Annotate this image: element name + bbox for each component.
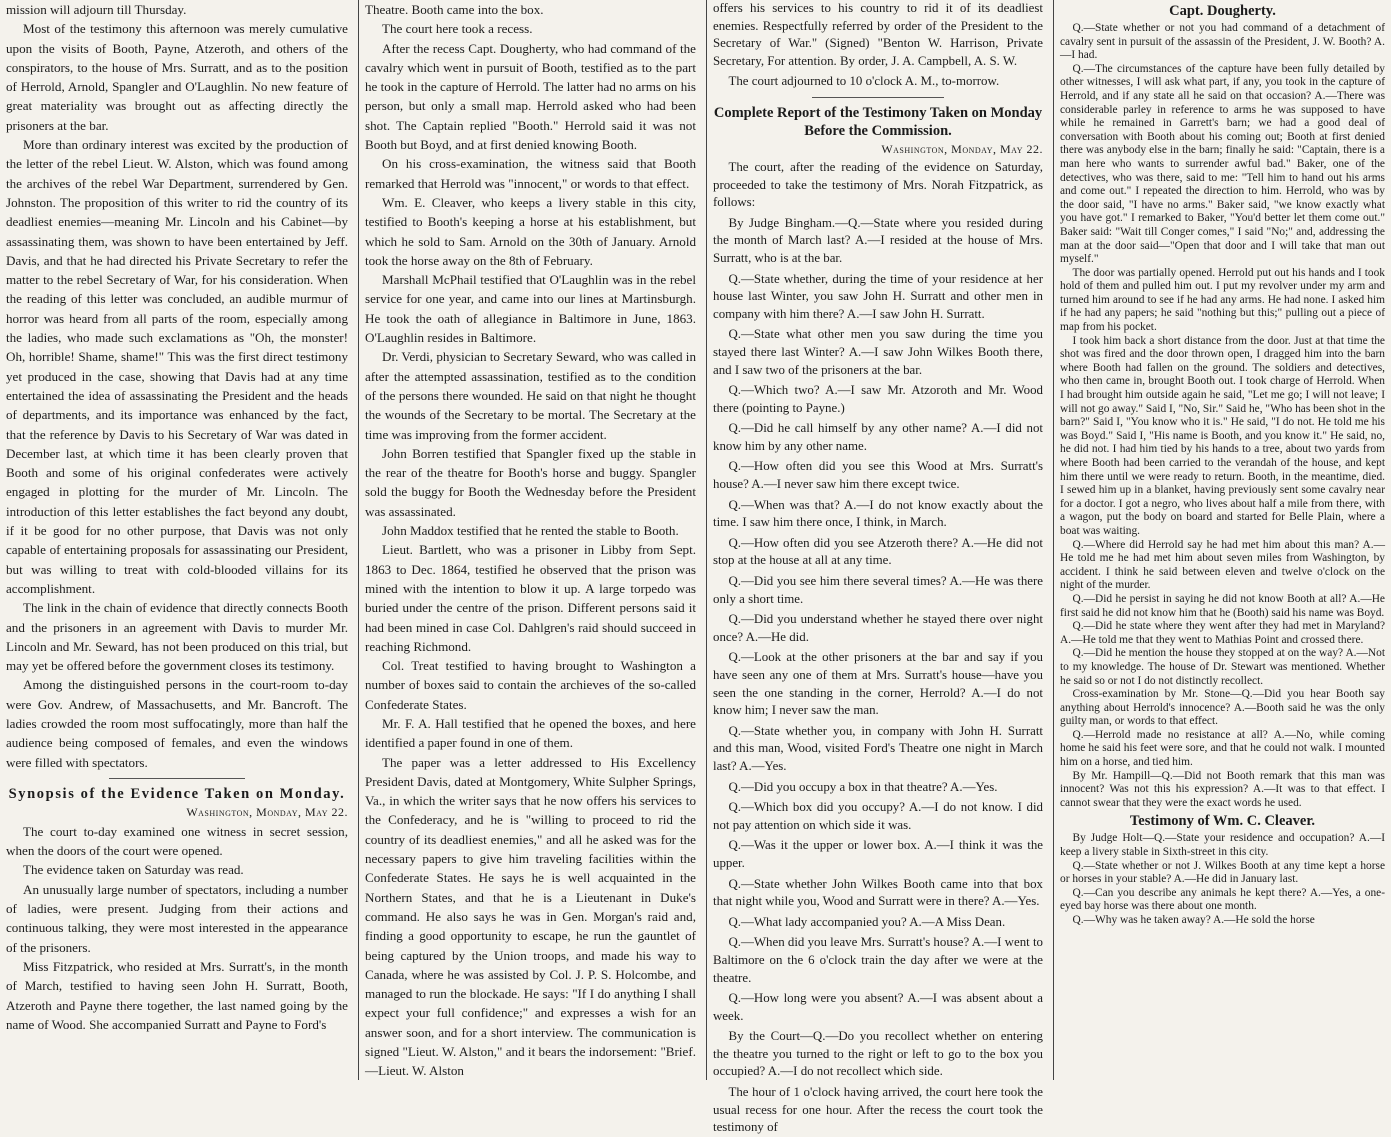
paragraph: offers his services to his country to rid it of its deadliest enemies. Respectfully referred by order of the President to the Secretary of War." (Signed) "Benton W. Harrison, Private Secretary, For attention. By order, J. A. Campbell, A. S. W.: [713, 1, 1043, 68]
cleaver-heading: Testimony of Wm. C. Cleaver.: [1129, 813, 1316, 830]
paragraph: By Mr. Hampill—Q.—Did not Booth remark that this man was innocent? Was not this his expression? A.—It was to that effect. I cannot swear that they were the exact words he used.: [1060, 769, 1385, 809]
synopsis-dateline: Washington, Monday, May 22.: [186, 804, 348, 819]
paragraph: Q.—What lady accompanied you? A.—A Miss Dean.: [728, 914, 1006, 929]
paragraph: Q.—Look at the other prisoners at the bar and say if you have seen any one of them at Mrs. Surratt's house—have you seen the one standing in the corner, Herrold? A.—I do not know him; I never saw the man.: [713, 650, 1043, 718]
paragraph: The court to-day examined one witness in secret session, when the doors of the court were opened.: [6, 823, 348, 859]
paragraph: Q.—Where did Herrold say he had met him about this man? A.—He told me he had met him about seven miles from Washington, by accident. I think he said between eleven and twelve o'clock on the night of the murder.: [1060, 538, 1385, 592]
paragraph: Among the distinguished persons in the court-room to-day were Gov. Andrew, of Massachusetts, and Mr. Bancroft. The ladies crowded the room most suffocatingly, more than half the audience being composed of females, and even the windows were filled with spectators.: [6, 677, 348, 770]
paragraph: Mr. F. A. Hall testified that he opened the boxes, and here identified a paper found in one of them.: [365, 715, 696, 751]
paragraph: Q.—Herrold made no resistance at all? A.—No, while coming home he said his feet were sore, and that he could not walk. I mounted him on a horse, and tied him.: [1060, 728, 1385, 769]
paragraph: Q.—Did he mention the house they stopped at on the way? A.—Not to my knowledge. The house of Dr. Stewart was mentioned. Whether he said so or not I do not distinctly recollect.: [1060, 647, 1385, 687]
paragraph: Q.—Which two? A.—I saw Mr. Atzoroth and Mr. Wood there (pointing to Payne.): [713, 383, 1043, 415]
paragraph: Q.—When did you leave Mrs. Surratt's house? A.—I went to Baltimore on the 6 o'clock train the day after we were at the theatre.: [713, 935, 1043, 985]
paragraph: Q.—Did he call himself by any other name? A.—I did not know him by any other name.: [713, 421, 1043, 453]
paragraph: Q.—Can you describe any animals he kept there? A.—Yes, a one-eyed bay horse was there about one month.: [1060, 886, 1385, 913]
paragraph: Q.—State whether you, in company with John H. Surratt and this man, Wood, visited Ford's Theatre one night in March last? A.—Yes.: [713, 723, 1043, 773]
paragraph: Q.—How long were you absent? A.—I was absent about a week.: [713, 991, 1043, 1023]
paragraph: Most of the testimony this afternoon was merely cumulative upon the visits of Booth, Payne, Atzeroth, and others of the conspirators, to the house of Mrs. Surratt, and as to the position of Herrold, Arnold, Spangler and O'Laughlin. No new feature of great materiality was brought out as affecting directly the prisoners at the bar.: [6, 21, 348, 133]
paragraph: Q.—The circumstances of the capture have been fully detailed by other witnesses, I will ask what part, if any, you took in the capture of Herrold, and if any state all he said on that occasion? A.—There was considerable parley in reference to arms he was supposed to have while he remained in Garrett's barn; we had a good deal of conversation with Booth about his coming out; Booth at first denied there was anybody else in the barn; finally he said: "Captain, there is a man here who wants to surrender awful bad." Baker, one of the detectives, who was there, said to me: "Tell him to hand out his arms and come out." I repeated the direction to him. Herrold, who was by the door said, "I have no arms." Baker said, "we know exactly what you have got." I remarked to Baker, "You'd better let them come out." Baker said: "Wait till Conger comes," I said "No;" and, addressing the man at the door said—"Open that door and I will take that man out myself.": [1060, 62, 1385, 266]
paragraph: The court adjourned to 10 o'clock A. M., to-morrow.: [728, 74, 1000, 89]
paragraph: The hour of 1 o'clock having arrived, the court here took the usual recess for one hour. After the recess the court took the testimony of: [713, 1085, 1043, 1135]
paragraph: Q.—State whether, during the time of your residence at her house last Winter, you saw John H. Surratt and other men in company with him there? A.—I saw John H. Surratt.: [713, 271, 1043, 321]
paragraph: mission will adjourn till Thursday.: [6, 2, 187, 17]
column-1: [2, 0, 354, 1080]
column-2: [358, 0, 702, 1080]
dougherty-heading: Capt. Dougherty.: [1169, 3, 1276, 19]
paragraph: By Judge Holt—Q.—State your residence and occupation? A.—I keep a livery stable in Sixth-street in this city.: [1060, 832, 1385, 859]
paragraph: Q.—Did you occupy a box in that theatre? A.—Yes.: [728, 779, 998, 794]
column-3: [706, 0, 1049, 1135]
paragraph: The court, after the reading of the evidence on Saturday, proceeded to take the testimony of Mrs. Norah Fitzpatrick, as follows:: [713, 159, 1043, 210]
paragraph: The paper was a letter addressed to His Excellency President Davis, dated at Montgomery, White Sulpher Springs, Va., in which the writer says that he now offers his services to the Confederacy, and he is "willing to proceed to rid the country of its deadliest enemies," and all he asked was for the necessary papers to give him traveling facilities within the Confederate States. He says he is well acquainted in the Northern States, and that he is a Lieutenant in Duke's command. He also says he was in Gen. Morgan's raid and, finding a good opportunity to escape, he run the gauntlet of being captured by the Union troops, and made his way to Canada, where he was assisted by Col. J. P. S. Holcombe, and managed to run the blockade. He says: "If I do anything I shall expect your full confidence;" and expresses a wish for an answer soon, and for a short interview. The communication is signed "Lieut. W. Alston," and it bears the indorsement: "Brief.—Lieut. W. Alston: [365, 754, 696, 1079]
paragraph: John Borren testified that Spangler fixed up the stable in the rear of the theatre for Booth's horse and buggy. Spangler sold the buggy for Booth the Wednesday before the President was assassinated.: [365, 445, 696, 519]
paragraph: Q.—When was that? A.—I do not know exactly about the time. I saw him there once, I think, in March.: [713, 497, 1043, 530]
paragraph: John Maddox testified that he rented the stable to Booth.: [382, 523, 679, 539]
paragraph: Q.—Was it the upper or lower box. A.—I think it was the upper.: [713, 838, 1043, 870]
paragraph: Q.—Why was he taken away? A.—He sold the horse: [1072, 914, 1315, 926]
report-heading: Complete Report of the Testimony Taken on Monday Before the Commission.: [713, 104, 1043, 139]
paragraph: By the Court—Q.—Do you recollect whether on entering the theatre you turned to the right or left to go to the box you occupied? A.—I do not recollect which side.: [713, 1029, 1043, 1079]
paragraph: Col. Treat testified to having brought to Washington a number of boxes said to contain the archieves of the so-called Confederate States.: [365, 658, 696, 712]
paragraph: On his cross-examination, the witness said that Booth remarked that Herrold was "innocent," or words to that effect.: [365, 156, 696, 191]
paragraph: Lieut. Bartlett, who was a prisoner in Libby from Sept. 1863 to Dec. 1864, testified he observed that the prison was mined with the intention to blow it up. A large torpedo was buried under the centre of the prison. Different persons said it had been mined in case Col. Dahlgren's raid should succeed in reaching Richmond.: [365, 542, 696, 654]
paragraph: Q.—Did you see him there several times? A.—He was there only a short time.: [713, 574, 1043, 606]
paragraph: Q.—Which box did you occupy? A.—I do not know. I did not pay attention on which side it was.: [713, 800, 1043, 832]
paragraph: The link in the chain of evidence that directly connects Booth and the prisoners in an agreement with Davis to murder Mr. Lincoln and Mr. Seward, has not been produced on this trial, but may yet be offered before the government closes its testimony.: [6, 600, 348, 674]
paragraph: Wm. E. Cleaver, who keeps a livery stable in this city, testified to Booth's keeping a horse at his establishment, but which he sold to Sam. Arnold on the 30th of January. Arnold took the horse away on the 8th of February.: [365, 194, 696, 268]
paragraph: The door was partially opened. Herrold put out his hands and I took hold of them and pulled him out. I put my revolver under my arm and turned him around to see if he had any arms. He had none. I asked him if he had any papers; he said "nothing but this;" pulling out a piece of map from his pocket.: [1060, 266, 1385, 334]
report-dateline: Washington, Monday, May 22.: [881, 141, 1043, 156]
paragraph: Q.—How often did you see Atzeroth there? A.—He did not stop at the house at all at any time.: [713, 535, 1043, 568]
paragraph: Miss Fitzpatrick, who resided at Mrs. Surratt's, in the month of March, testified to having seen John H. Surratt, Booth, Atzeroth and Payne there together, the last named going by the name of Wood. She accompanied Surratt and Payne to Ford's: [6, 958, 348, 1032]
paragraph: By Judge Bingham.—Q.—State where you resided during the month of March last? A.—I resided at the house of Mrs. Surratt, who is at the bar.: [713, 215, 1043, 265]
paragraph: Cross-examination by Mr. Stone—Q.—Did you hear Booth say anything about Herrold's innocence? A.—Booth said he was the only guilty man, or words to that effect.: [1060, 688, 1385, 728]
paragraph: Theatre. Booth came into the box.: [365, 2, 544, 17]
paragraph: Q.—Did he state where they went after they had met in Maryland? A.—He told me that they went to Mathias Point and crossed there.: [1060, 620, 1385, 646]
paragraph: I took him back a short distance from the door. Just at that time the shot was fired and the door thrown open, I dragged him into the barn where Booth had fallen on the ground. The soldiers and detectives, who then came in, brought Booth out. I took charge of Herrold. When I had brought him outside again he said, "Let me go; I will not leave; I will not go away." Said I, "No, Sir." Said he, "Who has been shot in the barn?" Said I, "You know who it is." He said, "I do not. He told me his was Boyd." Said I, "His name is Booth, and you know it." He said, no, he did not. I had him tied by his hands to a tree, about two yards from where Booth had been carried to the verandah of the house, and kept him there until we were ready to return. Booth, in the meantime, died. I sewed him up in a blanket, having previously sent some cavalry near for a doctor. I got a negro, who lives about half a mile from there, with a wagon, put the body on board and started for Belle Plain, where a boat was waiting.: [1060, 334, 1385, 537]
paragraph: The evidence taken on Saturday was read.: [23, 862, 244, 878]
paragraph: Q.—Did he persist in saying he did not know Booth at all? A.—He first said he did not know him that he (Booth) said his name was Boyd.: [1060, 592, 1385, 619]
column-4: [1053, 0, 1391, 1080]
paragraph: The court here took a recess.: [382, 21, 533, 37]
paragraph: Q.—Did you understand whether he stayed there over night once? A.—He did.: [713, 612, 1043, 644]
divider-rule: [109, 778, 246, 779]
divider-rule: [812, 97, 944, 98]
paragraph: An unusually large number of spectators, including a number of ladies, were present. Judging from their actions and continuous talking, they were most interested in the appearance of the prisoners.: [6, 881, 348, 955]
paragraph: Q.—State whether or not J. Wilkes Booth at any time kept a horse or horses in your stable? A.—He did in January last.: [1060, 859, 1385, 886]
paragraph: Q.—State whether John Wilkes Booth came into that box that night while you, Wood and Surratt were in there? A.—Yes.: [713, 876, 1043, 909]
paragraph: Marshall McPhail testified that O'Laughlin was in the rebel service for one year, and came into our lines at Martinsburgh. He took the oath of allegiance in Baltimore in June, 1863. O'Laughlin resides in Baltimore.: [365, 272, 696, 346]
synopsis-heading: Synopsis of the Evidence Taken on Monday.: [8, 785, 346, 802]
paragraph: Q.—How often did you see this Wood at Mrs. Surratt's house? A.—I never saw him there except twice.: [713, 459, 1043, 492]
paragraph: Dr. Verdi, physician to Secretary Seward, who was called in after the attempted assassination, testified as to the condition of the persons there wounded. He said on that night he thought the wounds of the Secretary to be mortal. The Secretary at the time was improving from the former accident.: [365, 349, 696, 442]
paragraph: More than ordinary interest was excited by the production of the letter of the rebel Lieut. W. Alston, which was found among the archives of the rebel War Department, surrendered by Gen. Johnston. The proposition of this writer to rid the country of its deadliest enemies—meaning Mr. Lincoln and his Cabinet—by assassinating them, was shown to have been entertained by Jeff. Davis, and that he had directed his Private Secretary to refer the matter to the rebel Secretary of War, for his consideration. When the reading of this letter was concluded, an audible murmur of horror was heard from all parts of the room, especially among the ladies, who made such exclamations as "Oh, the monster! Oh, horrible! Shame, shame!" This was the first direct testimony yet produced in the case, showing that Davis had at any time entertained the idea of assassinating the President and the heads of departments, and its importance was enhanced by the fact, that the reference by Davis to his Secretary of War was dated in December last, at which time it has been clearly proven that Booth and some of his original confederates were actively engaged in plotting for the murder of Mr. Lincoln. The introduction of this letter establishes the fact beyond any doubt, if it be good for no other purpose, that Davis was not only capable of entertaining proposals for assassinating our President, but was willing to treat with cold-blooded villains for its accomplishment.: [6, 137, 348, 596]
paragraph: Q.—State whether or not you had command of a detachment of cavalry sent in pursuit of the assassin of the President, J. W. Booth? A.—I had.: [1060, 22, 1385, 62]
paragraph: After the recess Capt. Dougherty, who had command of the cavalry which went in pursuit of Booth, testified as to the part he took in the capture of Herrold. The latter had no arms on his person, but only a small map. Herrold asked who had been shot. The Captain replied "Booth." Herrold said it was not Booth but Boyd, and at first denied knowing Booth.: [365, 40, 696, 153]
paragraph: Q.—State what other men you saw during the time you stayed there last Winter? A.—I saw John Wilkes Booth there, and I saw two of the prisoners at the bar.: [713, 327, 1043, 377]
